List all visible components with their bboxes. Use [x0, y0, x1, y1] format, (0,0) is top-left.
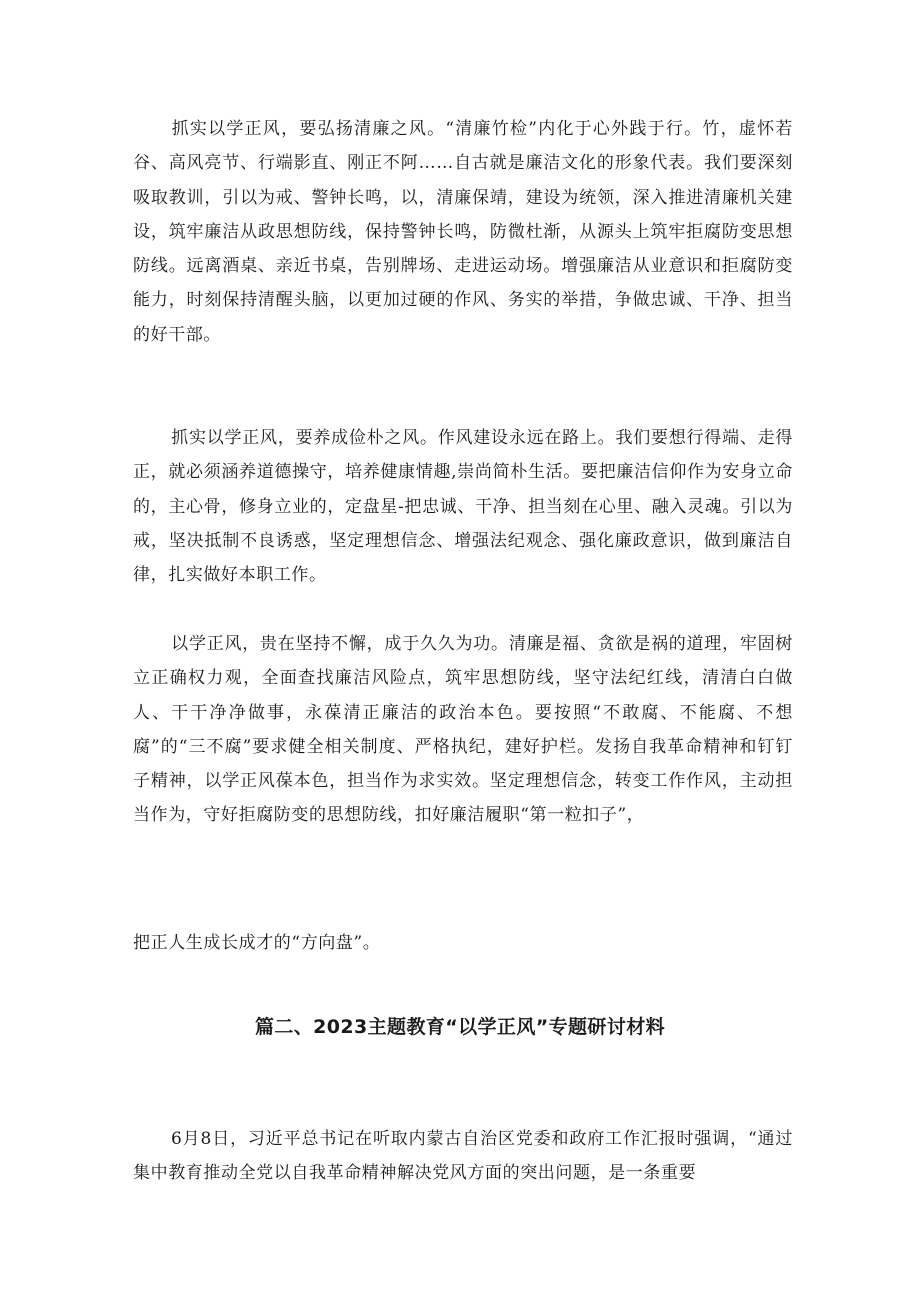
paragraph-1-text: 抓实以学正风，要弘扬清廉之风。“清廉竹检”内化于心外践于行。竹，虚怀若谷、高风亮节、行端影直、刚正不阿……自古就是廉洁文化的形象代表。我们要深刻吸取教训，引以为戒、警钟长鸣，以，清廉保靖，建设为统领，深入推进清廉机关建设，筑牢廉洁从政思想防线，保持警钟长鸣，防微杜渐，从源头上筑牢拒腐防变思想防线。远离酒桌、亲近书桌，告别牌场、走进运动场。增强廉洁从业意识和拒腐防变能力，时刻保持清醒头脑，以更加过硬的作风、务实的举措，争做忠诚、干净、担当的好干部。 [133, 119, 793, 345]
section-paragraph-text: 6月8日，习近平总书记在听取内蒙古自治区党委和政府工作汇报时强调，“通过集中教育推动全党以自我革命精神解决党风方面的突出问题，是一条重要 [133, 1129, 793, 1184]
section-paragraph [133, 1122, 793, 1191]
section-heading: 篇二、2023主题教育“以学正风”专题研讨材料 [254, 1016, 666, 1038]
paragraph-2 [133, 421, 793, 592]
paragraph-2-text: 抓实以学正风，要养成俭朴之风。作风建设永远在路上。我们要想行得端、走得正，就必须涵养道德操守，培养健康情趣,崇尚简朴生活。要把廉洁信仰作为安身立命的，主心骨，修身立业的，定盘星-把忠诚、干净、担当刻在心里、融入灵魂。引以为戒，坚决抵制不良诱惑，坚定理想信念、增强法纪观念、强化廉政意识，做到廉洁自律，扎实做好本职工作。 [133, 428, 793, 586]
paragraph-1 [133, 112, 793, 352]
paragraph-3 [133, 627, 793, 833]
paragraph-3-text: 以学正风，贵在坚持不懈，成于久久为功。清廉是福、贪欲是祸的道理，牢固树立正确权力观，全面查找廉洁风险点，筑牢思想防线，坚守法纪红线，清清白白做人、干干净净做事，永葆清正廉洁的政治本色。要按照“不敢腐、不能腐、不想腐”的“三不腐”要求健全相关制度、严格执纪，建好护栏。发扬自我革命精神和钉钉子精神，以学正风葆本色，担当作为求实效。坚定理想信念，转变工作作风，主动担当作为，守好拒腐防变的思想防线，扣好廉洁履职“第一粒扣子”， [133, 634, 793, 826]
paragraph-3-continuation: 把正人生成长成才的“方向盘”。 [133, 933, 381, 953]
